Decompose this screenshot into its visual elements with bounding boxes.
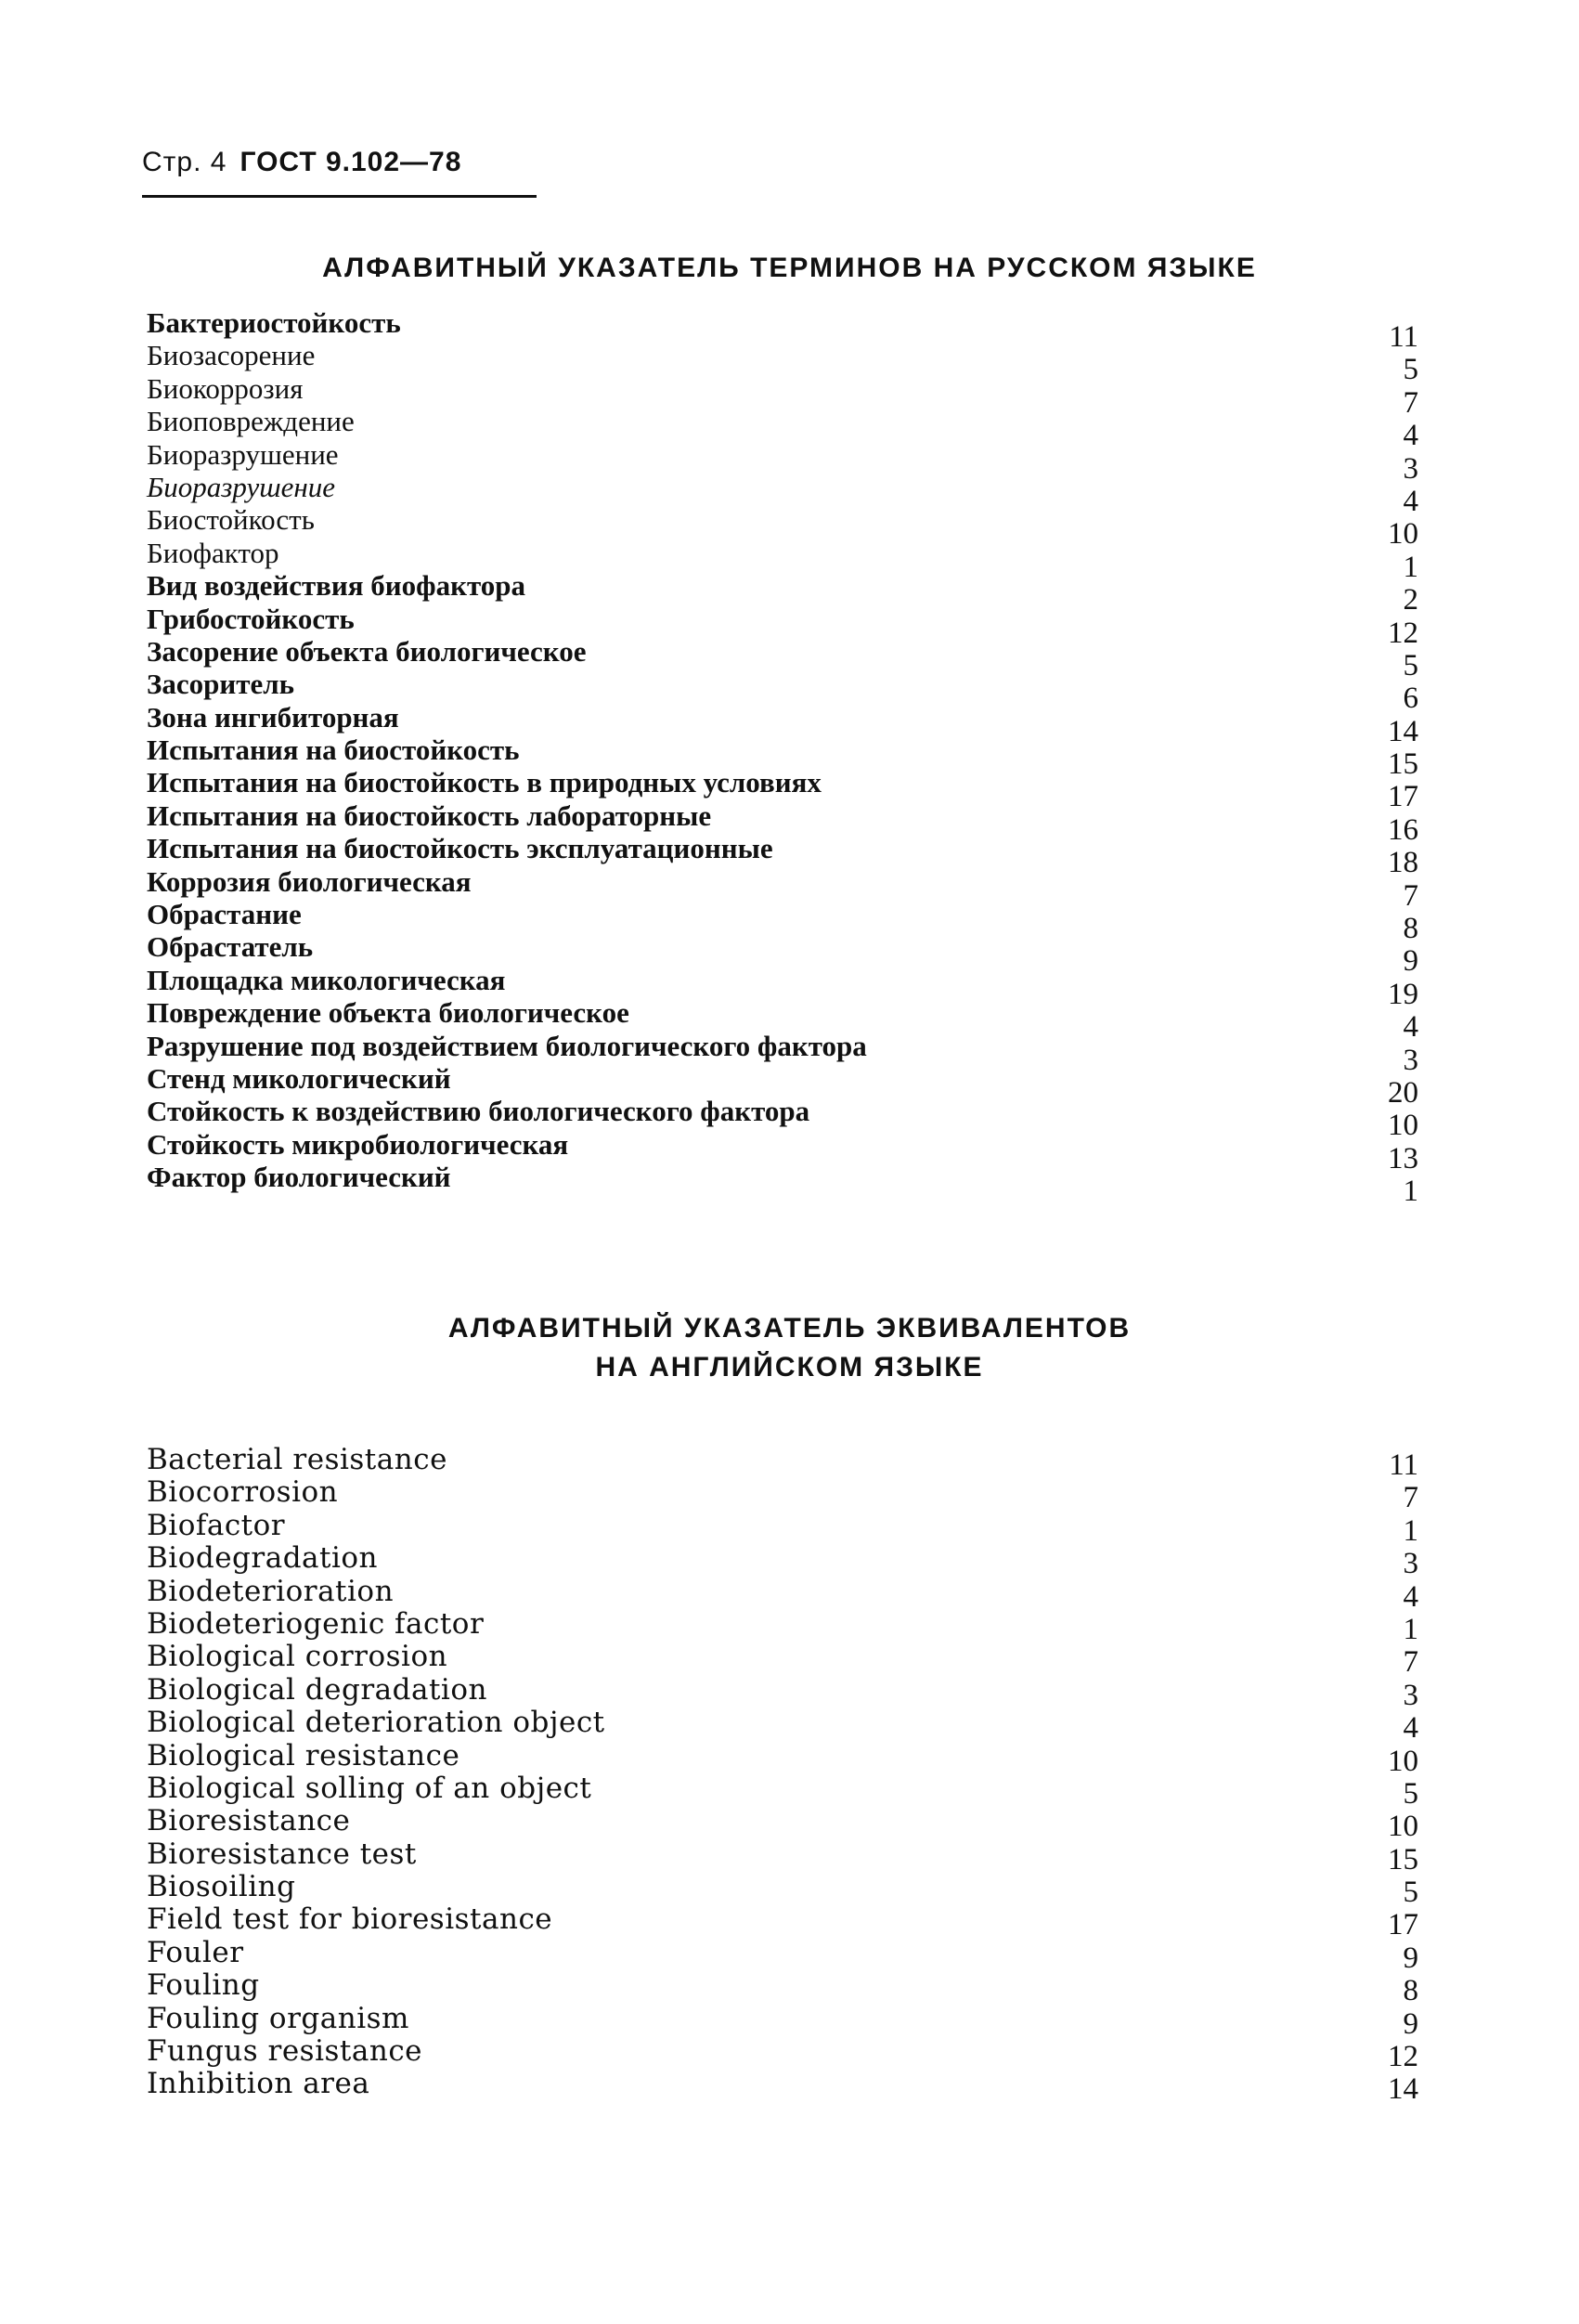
russian-index-page-ref: 7 <box>1403 385 1418 420</box>
russian-index-term: Биоразрушение <box>147 470 336 503</box>
russian-index-title <box>0 249 1579 288</box>
english-index-title-line1: АЛФАВИТНЫЙ УКАЗАТЕЛЬ ЭКВИВАЛЕНТОВ <box>447 1313 1132 1344</box>
english-index-page-ref: 4 <box>1403 1579 1418 1614</box>
english-index-entry <box>147 2034 1418 2074</box>
english-index-term: Fouling <box>147 1968 260 2003</box>
russian-index-entry <box>147 668 1418 716</box>
english-index-term: Bacterial resistance <box>147 1443 447 1476</box>
english-index-entry <box>147 1771 1418 1811</box>
english-index-term: Biodeterioration <box>147 1574 395 1608</box>
russian-index-entry <box>147 1095 1418 1143</box>
russian-index-entry <box>147 569 1418 617</box>
russian-index-page-ref: 4 <box>1403 1010 1418 1045</box>
russian-index-term: Засорение объекта биологическое <box>147 634 587 668</box>
russian-index-term: Площадка микологическая <box>147 963 506 996</box>
russian-index-page-ref: 13 <box>1388 1141 1418 1175</box>
english-index-term: Bioresistance <box>147 1804 351 1838</box>
russian-index-term: Биоразрушение <box>147 437 339 471</box>
english-index-term: Field test for bioresistance <box>147 1902 553 1937</box>
russian-index-entry <box>147 734 1418 782</box>
english-index-term: Biosoiling <box>147 1870 296 1904</box>
russian-index-page-ref: 16 <box>1388 812 1418 847</box>
russian-index-entry <box>147 371 1418 420</box>
english-index-title <box>0 1309 1579 1387</box>
russian-index-term: Коррозия биологическая <box>147 864 472 898</box>
english-index-entry <box>147 1804 1418 1844</box>
english-index-term: Inhibition area <box>147 2067 370 2101</box>
english-index-entry <box>147 2001 1418 2041</box>
english-index-term: Biofactor <box>147 1508 286 1542</box>
russian-index-page-ref: 8 <box>1403 912 1418 946</box>
english-index-term: Biological degradation <box>147 1672 487 1707</box>
russian-index-page-ref: 11 <box>1389 320 1418 354</box>
russian-index-term: Зона ингибиторная <box>147 700 399 734</box>
english-index-page-ref: 4 <box>1403 1711 1418 1746</box>
russian-index-term: Обрастатель <box>147 930 314 964</box>
russian-index-term: Вид воздействия биофактора <box>147 569 526 603</box>
english-index-entry <box>147 1475 1418 1515</box>
english-index-entry <box>147 1738 1418 1778</box>
english-index-term: Biological deterioration object <box>147 1706 605 1740</box>
english-index-title-line2: НА АНГЛИЙСКОМ ЯЗЫКЕ <box>595 1352 984 1383</box>
russian-index-page-ref: 3 <box>1403 451 1418 486</box>
russian-index-entry <box>147 1061 1418 1110</box>
english-index-page-ref: 3 <box>1403 1547 1418 1581</box>
header-rule <box>142 195 537 198</box>
english-index-entry <box>147 1640 1418 1680</box>
page-number-label: Стр. 4 <box>142 147 227 177</box>
russian-index-page-ref: 6 <box>1403 682 1418 716</box>
english-index-page-ref: 1 <box>1403 1513 1418 1548</box>
russian-index-entry <box>147 798 1418 847</box>
russian-index-term: Грибостойкость <box>147 602 355 635</box>
russian-index-term: Биостойкость <box>147 503 315 537</box>
russian-index-term: Разрушение под воздействием биологического фактора <box>147 1029 867 1062</box>
english-index-page-ref: 5 <box>1403 1776 1418 1811</box>
english-index-term: Fungus resistance <box>147 2034 423 2069</box>
russian-index-entry <box>147 963 1418 1011</box>
russian-index-entry <box>147 864 1418 913</box>
english-index-page-ref: 14 <box>1388 2072 1418 2107</box>
english-index-term: Biodegradation <box>147 1541 379 1576</box>
russian-index-term: Бактериостойкость <box>147 306 401 339</box>
russian-index-page-ref: 4 <box>1403 484 1418 518</box>
russian-index-term: Засоритель <box>147 668 294 701</box>
russian-index-entry <box>147 1029 1418 1077</box>
russian-index-term: Стенд микологический <box>147 1061 451 1095</box>
russian-index-entry <box>147 996 1418 1045</box>
english-index-term: Biological solling of an object <box>147 1771 592 1805</box>
russian-index-entry <box>147 1127 1418 1175</box>
english-index-entry <box>147 1902 1418 1942</box>
english-index-entry <box>147 1574 1418 1614</box>
english-index-page-ref: 9 <box>1403 2006 1418 2041</box>
english-index-term: Biological resistance <box>147 1738 460 1772</box>
russian-index-term: Испытания на биостойкость лабораторные <box>147 798 712 832</box>
page-header <box>142 147 461 178</box>
russian-index-page-ref: 17 <box>1388 780 1418 814</box>
english-index-page-ref: 12 <box>1388 2040 1418 2074</box>
english-equivalent-index <box>147 1443 1418 2107</box>
english-index-entry <box>147 1606 1418 1646</box>
russian-index-entry <box>147 634 1418 682</box>
english-index-page-ref: 7 <box>1403 1481 1418 1515</box>
russian-index-title-text: АЛФАВИТНЫЙ УКАЗАТЕЛЬ ТЕРМИНОВ НА РУССКОМ ЯЗЫКЕ <box>322 253 1257 283</box>
english-index-entry <box>147 1837 1418 1876</box>
english-index-term: Fouling organism <box>147 2001 409 2035</box>
russian-index-page-ref: 9 <box>1403 944 1418 979</box>
russian-index-page-ref: 18 <box>1388 846 1418 880</box>
english-index-entry <box>147 1443 1418 1482</box>
standard-designation: ГОСТ 9.102—78 <box>239 147 462 177</box>
russian-index-page-ref: 1 <box>1403 550 1418 584</box>
russian-index-page-ref: 15 <box>1388 747 1418 782</box>
english-index-page-ref: 10 <box>1388 1810 1418 1844</box>
english-index-term: Biological corrosion <box>147 1640 448 1674</box>
english-index-page-ref: 10 <box>1388 1744 1418 1778</box>
russian-index-entry <box>147 602 1418 650</box>
english-index-term: Fouler <box>147 1935 244 1969</box>
english-index-entry <box>147 1968 1418 2008</box>
russian-index-entry <box>147 766 1418 814</box>
english-index-term: Biodeteriogenic factor <box>147 1606 485 1641</box>
russian-index-page-ref: 10 <box>1388 1109 1418 1143</box>
russian-index-entry <box>147 536 1418 584</box>
russian-index-entry <box>147 700 1418 748</box>
russian-index-term: Биофактор <box>147 536 279 569</box>
english-index-entry <box>147 1672 1418 1712</box>
russian-index-term: Биокоррозия <box>147 371 304 405</box>
russian-index-page-ref: 7 <box>1403 878 1418 913</box>
english-index-page-ref: 5 <box>1403 1876 1418 1910</box>
russian-term-index <box>147 306 1418 1209</box>
russian-index-page-ref: 20 <box>1388 1075 1418 1110</box>
english-index-entry <box>147 2067 1418 2107</box>
russian-index-page-ref: 19 <box>1388 977 1418 1011</box>
russian-index-entry <box>147 930 1418 979</box>
russian-index-term: Повреждение объекта биологическое <box>147 996 629 1030</box>
english-index-page-ref: 17 <box>1388 1908 1418 1942</box>
english-index-term: Biocorrosion <box>147 1475 339 1510</box>
russian-index-entry <box>147 437 1418 486</box>
russian-index-page-ref: 2 <box>1403 583 1418 617</box>
english-index-entry <box>147 1706 1418 1746</box>
russian-index-page-ref: 12 <box>1388 616 1418 650</box>
russian-index-entry <box>147 1161 1418 1209</box>
russian-index-term: Стойкость микробиологическая <box>147 1127 569 1161</box>
russian-index-term: Фактор биологический <box>147 1161 451 1194</box>
russian-index-page-ref: 5 <box>1403 648 1418 682</box>
russian-index-entry <box>147 503 1418 552</box>
english-index-page-ref: 9 <box>1403 1941 1418 1975</box>
russian-index-entry <box>147 339 1418 387</box>
russian-index-page-ref: 5 <box>1403 353 1418 387</box>
english-index-page-ref: 1 <box>1403 1612 1418 1646</box>
russian-index-term: Биоповреждение <box>147 405 355 438</box>
english-index-entry <box>147 1541 1418 1581</box>
english-index-entry <box>147 1870 1418 1910</box>
english-index-page-ref: 3 <box>1403 1678 1418 1712</box>
russian-index-term: Обрастание <box>147 898 302 931</box>
russian-index-entry <box>147 898 1418 946</box>
english-index-page-ref: 11 <box>1389 1448 1418 1482</box>
russian-index-entry <box>147 306 1418 354</box>
russian-index-entry <box>147 405 1418 453</box>
russian-index-term: Стойкость к воздействию биологического фактора <box>147 1095 810 1128</box>
russian-index-page-ref: 10 <box>1388 517 1418 552</box>
russian-index-term: Испытания на биостойкость в природных условиях <box>147 766 822 799</box>
russian-index-entry <box>147 470 1418 518</box>
english-index-page-ref: 8 <box>1403 1974 1418 2008</box>
english-index-page-ref: 7 <box>1403 1645 1418 1680</box>
russian-index-entry <box>147 832 1418 880</box>
english-index-entry <box>147 1508 1418 1548</box>
russian-index-term: Испытания на биостойкость эксплуатационные <box>147 832 773 865</box>
english-index-page-ref: 15 <box>1388 1842 1418 1876</box>
russian-index-term: Испытания на биостойкость <box>147 734 520 767</box>
english-index-entry <box>147 1935 1418 1975</box>
russian-index-page-ref: 14 <box>1388 714 1418 748</box>
russian-index-page-ref: 1 <box>1403 1175 1418 1209</box>
english-index-term: Bioresistance test <box>147 1837 417 1871</box>
russian-index-page-ref: 3 <box>1403 1043 1418 1077</box>
russian-index-term: Биозасорение <box>147 339 316 372</box>
russian-index-page-ref: 4 <box>1403 419 1418 453</box>
